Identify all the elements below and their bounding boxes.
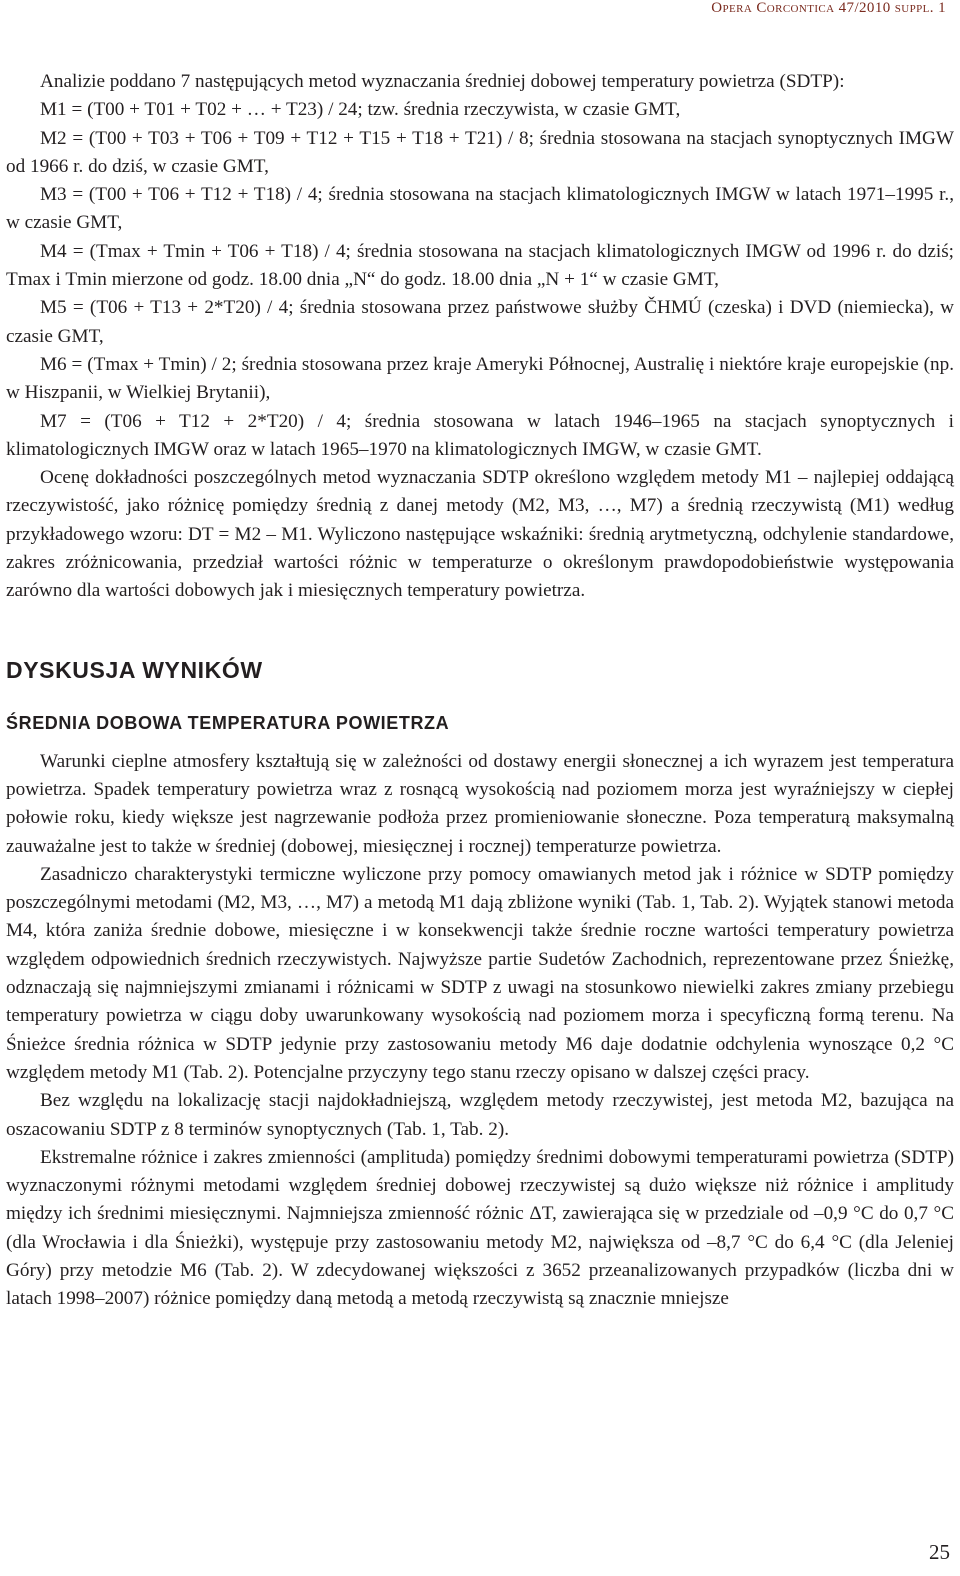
method-m5: M5 = (T06 + T13 + 2*T20) / 4; średnia stosowana przez państwowe służby ČHMÚ (czeska) i DVD (niemiecka), w czasie GMT, (6, 297, 954, 347)
page-content (6, 68, 954, 1314)
paragraph-1: Warunki cieplne atmosfery kształtują się w zależności od dostawy energii słonecznej a ich wyrazem jest temperatura powietrza. Spadek temperatury powietrza wraz z rosnącą wysokością nad poziomem morza jest wyraźniejszy w ciepłej połowie roku, kiedy większe jest nagrzewanie podłoża przez promieniowanie słoneczne. Poza temperaturą maksymalną zauważalne jest to także w średniej (dobowej, miesięcznej i rocznej) temperaturze powietrza. (6, 750, 954, 857)
paragraph-4: Ekstremalne różnice i zakres zmienności (amplituda) pomiędzy średnimi dobowymi temperaturami powietrza (SDTP) wyznaczonymi różnymi metodami względem średniej dobowej rzeczywistej są dużo większe niż różnice i amplitudy między ich średnimi miesięcznymi. Najmniejsza zmienność różnic ΔT, zawierająca się w przedziale od –0,9 °C do 0,7 °C (dla Wrocławia i dla Śnieżki), występuje przy zastosowaniu metody M2, największa od –8,7 °C do 6,4 °C (dla Jeleniej Góry) przy metodzie M6 (Tab. 2). W zdecydowanej większości z 3652 przeanalizowanych przypadków (liczba dni w latach 1998–2007) różnice pomiędzy daną metodą a metodą rzeczywistą są znacznie mniejsze (6, 1146, 954, 1310)
page-number: 25 (929, 1540, 950, 1564)
method-m6: M6 = (Tmax + Tmin) / 2; średnia stosowana przez kraje Ameryki Północnej, Australię i niektóre kraje europejskie (np. w Hiszpanii, w Wielkiej Brytanii), (6, 353, 954, 404)
method-m2: M2 = (T00 + T03 + T06 + T09 + T12 + T15 + T18 + T21) / 8; średnia stosowana na stacjach synoptycznych IMGW od 1966 r. do dziś, w czasie GMT, (6, 127, 954, 177)
section-title: DYSKUSJA WYNIKÓW (6, 656, 263, 683)
method-m3: M3 = (T00 + T06 + T12 + T18) / 4; średnia stosowana na stacjach klimatologicznych IMGW w latach 1971–1995 r., w czasie GMT, (6, 184, 954, 234)
method-m7: M7 = (T06 + T12 + 2*T20) / 4; średnia stosowana w latach 1946–1965 na stacjach synoptycznych i klimatologicznych IMGW oraz w latach 1965–1970 na klimatologicznych IMGW, w czasie GMT. (6, 410, 954, 460)
running-head: Opera Corcontica 47/2010 suppl. 1 (711, 0, 946, 16)
assessment-paragraph: Ocenę dokładności poszczególnych metod wyznaczania SDTP określono względem metody M1 – najlepiej oddającą rzeczywistość, jako różnicę pomiędzy średnią z danej metody (M2, M3, …, M7) a średnią rzeczywistą (M1) według przykładowego wzoru: DT = M2 – M1. Wyliczono następujące wskaźniki: średnią arytmetyczną, odchylenie standardowe, zakres zróżnicowania, przedział wartości różnic w temperaturze o określonym prawdopodobieństwie występowania zarówno dla wartości dobowych jak i miesięcznych temperatury powietrza. (6, 467, 954, 602)
method-m1: M1 = (T00 + T01 + T02 + … + T23) / 24; tzw. średnia rzeczywista, w czasie GMT, (40, 99, 681, 121)
methods-intro: Analizie poddano 7 następujących metod wyznaczania średniej dobowej temperatury powietrza (SDTP): (40, 71, 845, 92)
subsection-title: ŚREDNIA DOBOWA TEMPERATURA POWIETRZA (6, 712, 450, 733)
method-m4: M4 = (Tmax + Tmin + T06 + T18) / 4; średnia stosowana na stacjach klimatologicznych IMGW od 1996 r. do dziś; Tmax i Tmin mierzone od godz. 18.00 dnia „N“ do godz. 18.00 dnia „N + 1“ w czasie GMT, (6, 240, 954, 291)
paragraph-3: Bez względu na lokalizację stacji najdokładniejszą, względem metody rzeczywistej, jest metoda M2, bazująca na oszacowaniu SDTP z 8 terminów synoptycznych (Tab. 1, Tab. 2). (6, 1090, 954, 1140)
paragraph-2: Zasadniczo charakterystyki termiczne wyliczone przy pomocy omawianych metod jak i różnice w SDTP pomiędzy poszczególnymi metodami (M2, M3, …, M7) a metodą M1 dają zbliżone wyniki (Tab. 1, Tab. 2). Wyjątek stanowi metoda M4, która zaniża średnie dobowe, miesięczne i w konsekwencji także średnie roczne wartości temperatury powietrza względem odpowiednich średnich rzeczywistych. Najwyższe partie Sudetów Zachodnich, reprezentowane przez Śnieżkę, odznaczają się najmniejszymi zmianami i różnicami w SDTP z uwagi na stosunkowo niewielki zakres zmiany przebiegu temperatury powietrza w ciągu doby uwarunkowany wysokością nad poziomem morza i specyficzną formą terenu. Na Śnieżce średnia różnica w SDTP jedynie przy zastosowaniu metody M6 daje dodatnie odchylenia wynoszące 0,2 °C względem metody M1 (Tab. 2). Potencjalne przyczyny tego stanu rzeczy opisano w dalszej części pracy. (6, 863, 954, 1083)
